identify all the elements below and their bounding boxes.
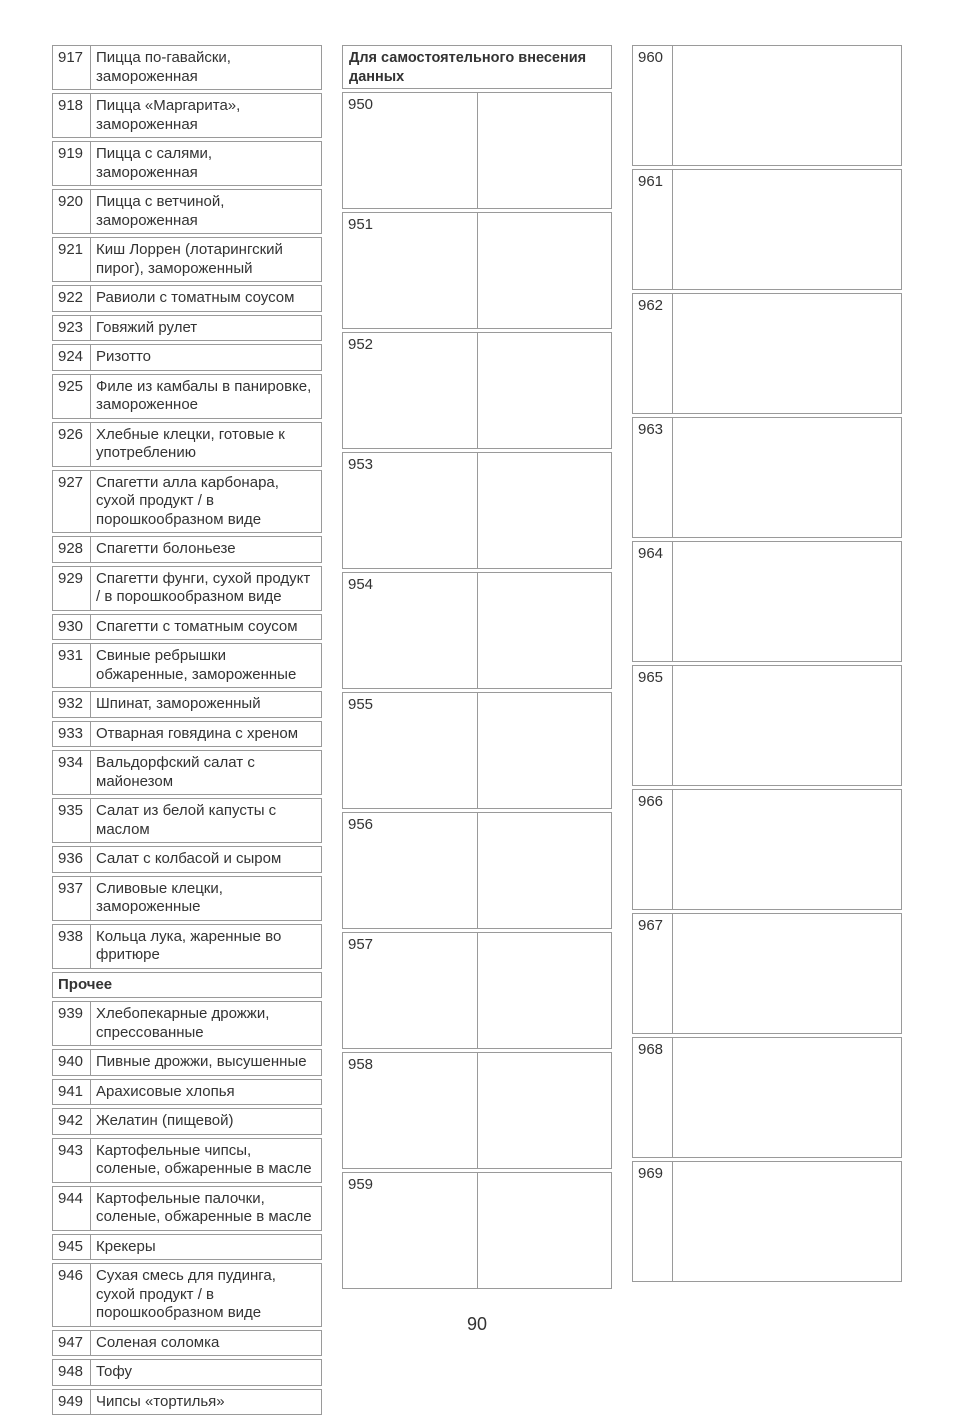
entry-text: Пицца «Маргарита», замороженная bbox=[90, 93, 322, 138]
food-entry-row bbox=[52, 566, 322, 611]
entry-number: 919 bbox=[52, 141, 90, 186]
entry-number: 931 bbox=[52, 643, 90, 688]
food-entry-row bbox=[52, 721, 322, 748]
custom-entries-table-middle bbox=[342, 42, 612, 1292]
other-entry-row bbox=[52, 1138, 322, 1183]
entry-text: Желатин (пищевой) bbox=[90, 1108, 322, 1135]
entry-number: 967 bbox=[632, 913, 672, 1034]
entry-number: 947 bbox=[52, 1330, 90, 1357]
custom-entries-table-right bbox=[632, 42, 902, 1285]
entry-number: 929 bbox=[52, 566, 90, 611]
entry-number: 928 bbox=[52, 536, 90, 563]
entry-text: Кольца лука, жаренные во фритюре bbox=[90, 924, 322, 969]
food-entry-row bbox=[52, 285, 322, 312]
entry-text: Киш Лоррен (лотарингский пирог), замороженный bbox=[90, 237, 322, 282]
entry-text: Вальдорфский салат с майонезом bbox=[90, 750, 322, 795]
entry-text: Соленая соломка bbox=[90, 1330, 322, 1357]
food-entry-row bbox=[52, 141, 322, 186]
food-list-table-left bbox=[52, 42, 322, 1418]
entry-text bbox=[672, 169, 902, 290]
food-entry-row bbox=[52, 45, 322, 90]
custom-entry-row bbox=[632, 541, 902, 662]
entry-text bbox=[477, 1052, 612, 1169]
custom-entry-row bbox=[342, 1172, 612, 1289]
entry-number: 943 bbox=[52, 1138, 90, 1183]
entry-number: 925 bbox=[52, 374, 90, 419]
entry-number: 939 bbox=[52, 1001, 90, 1046]
other-entry-row bbox=[52, 1079, 322, 1106]
entry-text bbox=[672, 293, 902, 414]
food-entry-row bbox=[52, 470, 322, 534]
entry-number: 948 bbox=[52, 1359, 90, 1386]
entry-text: Салат с колбасой и сыром bbox=[90, 846, 322, 873]
custom-entry-row bbox=[342, 1052, 612, 1169]
custom-entry-row bbox=[632, 665, 902, 786]
entry-text: Пивные дрожжи, высушенные bbox=[90, 1049, 322, 1076]
entry-text bbox=[477, 932, 612, 1049]
food-entry-row bbox=[52, 344, 322, 371]
food-entry-row bbox=[52, 536, 322, 563]
entry-number: 965 bbox=[632, 665, 672, 786]
entry-number: 940 bbox=[52, 1049, 90, 1076]
food-entry-row bbox=[52, 846, 322, 873]
entry-number: 934 bbox=[52, 750, 90, 795]
other-list-rows bbox=[52, 1001, 322, 1415]
entry-number: 960 bbox=[632, 45, 672, 166]
entry-number: 966 bbox=[632, 789, 672, 910]
entry-text: Пицца по-гавайски, замороженная bbox=[90, 45, 322, 90]
entry-text bbox=[477, 572, 612, 689]
other-entry-row bbox=[52, 1049, 322, 1076]
entry-text bbox=[477, 92, 612, 209]
entry-text bbox=[672, 913, 902, 1034]
entry-text bbox=[672, 417, 902, 538]
entry-text: Спагетти алла карбонара, сухой продукт / в порошкообразном виде bbox=[90, 470, 322, 534]
food-entry-row bbox=[52, 924, 322, 969]
entry-number: 935 bbox=[52, 798, 90, 843]
food-entry-row bbox=[52, 643, 322, 688]
food-entry-row bbox=[52, 93, 322, 138]
entry-number: 921 bbox=[52, 237, 90, 282]
entry-number: 942 bbox=[52, 1108, 90, 1135]
other-entry-row bbox=[52, 1186, 322, 1231]
entry-text bbox=[672, 45, 902, 166]
entry-number: 938 bbox=[52, 924, 90, 969]
entry-number: 969 bbox=[632, 1161, 672, 1282]
entry-number: 962 bbox=[632, 293, 672, 414]
food-entry-row bbox=[52, 798, 322, 843]
entry-text bbox=[477, 812, 612, 929]
entry-number: 922 bbox=[52, 285, 90, 312]
entry-text bbox=[477, 452, 612, 569]
entry-text: Спагетти фунги, сухой продукт / в порошкообразном виде bbox=[90, 566, 322, 611]
food-entry-row bbox=[52, 614, 322, 641]
other-entry-row bbox=[52, 1108, 322, 1135]
entry-number: 964 bbox=[632, 541, 672, 662]
custom-entry-row bbox=[342, 932, 612, 1049]
custom-entry-row bbox=[342, 812, 612, 929]
entry-text: Чипсы «тортилья» bbox=[90, 1389, 322, 1416]
entry-number: 933 bbox=[52, 721, 90, 748]
entry-text bbox=[477, 212, 612, 329]
entry-text: Пицца с салями, замороженная bbox=[90, 141, 322, 186]
entry-text: Говяжий рулет bbox=[90, 315, 322, 342]
entry-number: 937 bbox=[52, 876, 90, 921]
entry-number: 958 bbox=[342, 1052, 477, 1169]
other-entry-row bbox=[52, 1001, 322, 1046]
entry-text: Ризотто bbox=[90, 344, 322, 371]
food-entry-row bbox=[52, 315, 322, 342]
entry-text bbox=[477, 332, 612, 449]
entry-number: 945 bbox=[52, 1234, 90, 1261]
entry-number: 963 bbox=[632, 417, 672, 538]
entry-text: Салат из белой капусты с маслом bbox=[90, 798, 322, 843]
page-number: 90 bbox=[466, 1314, 488, 1334]
food-entry-row bbox=[52, 876, 322, 921]
custom-entry-row bbox=[342, 452, 612, 569]
entry-number: 949 bbox=[52, 1389, 90, 1416]
entry-text bbox=[477, 692, 612, 809]
entry-number: 927 bbox=[52, 470, 90, 534]
custom-entry-row bbox=[342, 92, 612, 209]
custom-entry-row bbox=[632, 913, 902, 1034]
entry-text bbox=[672, 665, 902, 786]
entry-text: Картофельные палочки, соленые, обжаренные в масле bbox=[90, 1186, 322, 1231]
entry-text: Сухая смесь для пудинга, сухой продукт / в порошкообразном виде bbox=[90, 1263, 322, 1327]
entry-text: Филе из камбалы в панировке, замороженное bbox=[90, 374, 322, 419]
custom-entry-row bbox=[632, 169, 902, 290]
food-entry-row bbox=[52, 237, 322, 282]
entry-number: 954 bbox=[342, 572, 477, 689]
food-entry-row bbox=[52, 750, 322, 795]
custom-entry-row bbox=[342, 332, 612, 449]
custom-entry-row bbox=[342, 572, 612, 689]
food-entry-row bbox=[52, 189, 322, 234]
entry-number: 951 bbox=[342, 212, 477, 329]
entry-number: 920 bbox=[52, 189, 90, 234]
entry-number: 932 bbox=[52, 691, 90, 718]
section-other bbox=[52, 972, 322, 999]
custom-entries-header: Для самостоятельного внесения данных bbox=[342, 45, 612, 89]
other-entry-row bbox=[52, 1389, 322, 1416]
entry-text bbox=[672, 1037, 902, 1158]
custom-entry-row bbox=[632, 789, 902, 910]
entry-text: Картофельные чипсы, соленые, обжаренные в масле bbox=[90, 1138, 322, 1183]
entry-text: Спагетти болоньезе bbox=[90, 536, 322, 563]
entry-text: Спагетти с томатным соусом bbox=[90, 614, 322, 641]
entry-number: 956 bbox=[342, 812, 477, 929]
entry-text: Тофу bbox=[90, 1359, 322, 1386]
custom-entry-row bbox=[632, 417, 902, 538]
entry-text: Пицца с ветчиной, замороженная bbox=[90, 189, 322, 234]
section-header-other: Прочее bbox=[52, 972, 322, 999]
entry-number: 952 bbox=[342, 332, 477, 449]
custom-entries-rows bbox=[342, 92, 612, 1289]
entry-number: 918 bbox=[52, 93, 90, 138]
entry-text: Шпинат, замороженный bbox=[90, 691, 322, 718]
custom-entry-row bbox=[632, 45, 902, 166]
entry-number: 944 bbox=[52, 1186, 90, 1231]
custom-entry-row bbox=[632, 293, 902, 414]
entry-number: 924 bbox=[52, 344, 90, 371]
entry-number: 968 bbox=[632, 1037, 672, 1158]
custom-entry-row bbox=[342, 212, 612, 329]
entry-text: Хлебопекарные дрожжи, спрессованные bbox=[90, 1001, 322, 1046]
entry-number: 957 bbox=[342, 932, 477, 1049]
entry-number: 941 bbox=[52, 1079, 90, 1106]
section-header-row bbox=[52, 972, 322, 999]
entry-text: Отварная говядина с хреном bbox=[90, 721, 322, 748]
other-entry-row bbox=[52, 1359, 322, 1386]
food-entry-row bbox=[52, 691, 322, 718]
other-entry-row bbox=[52, 1234, 322, 1261]
entry-text bbox=[477, 1172, 612, 1289]
food-list-rows bbox=[52, 45, 322, 969]
custom-entry-row bbox=[632, 1037, 902, 1158]
entry-number: 953 bbox=[342, 452, 477, 569]
entry-number: 961 bbox=[632, 169, 672, 290]
entry-text: Равиоли с томатным соусом bbox=[90, 285, 322, 312]
entry-number: 946 bbox=[52, 1263, 90, 1327]
entry-text: Арахисовые хлопья bbox=[90, 1079, 322, 1106]
custom-entries-rows-right bbox=[632, 45, 902, 1282]
entry-number: 926 bbox=[52, 422, 90, 467]
entry-number: 917 bbox=[52, 45, 90, 90]
entry-text: Хлебные клецки, готовые к употреблению bbox=[90, 422, 322, 467]
entry-text: Свиные ребрышки обжаренные, замороженные bbox=[90, 643, 322, 688]
food-entry-row bbox=[52, 422, 322, 467]
entry-text bbox=[672, 541, 902, 662]
custom-entries-header-row bbox=[342, 45, 612, 89]
entry-text bbox=[672, 1161, 902, 1282]
entry-number: 955 bbox=[342, 692, 477, 809]
entry-number: 936 bbox=[52, 846, 90, 873]
entry-number: 923 bbox=[52, 315, 90, 342]
entry-number: 950 bbox=[342, 92, 477, 209]
entry-number: 959 bbox=[342, 1172, 477, 1289]
food-entry-row bbox=[52, 374, 322, 419]
custom-entry-row bbox=[342, 692, 612, 809]
entry-number: 930 bbox=[52, 614, 90, 641]
entry-text: Крекеры bbox=[90, 1234, 322, 1261]
entry-text bbox=[672, 789, 902, 910]
entry-text: Сливовые клецки, замороженные bbox=[90, 876, 322, 921]
custom-entry-row bbox=[632, 1161, 902, 1282]
